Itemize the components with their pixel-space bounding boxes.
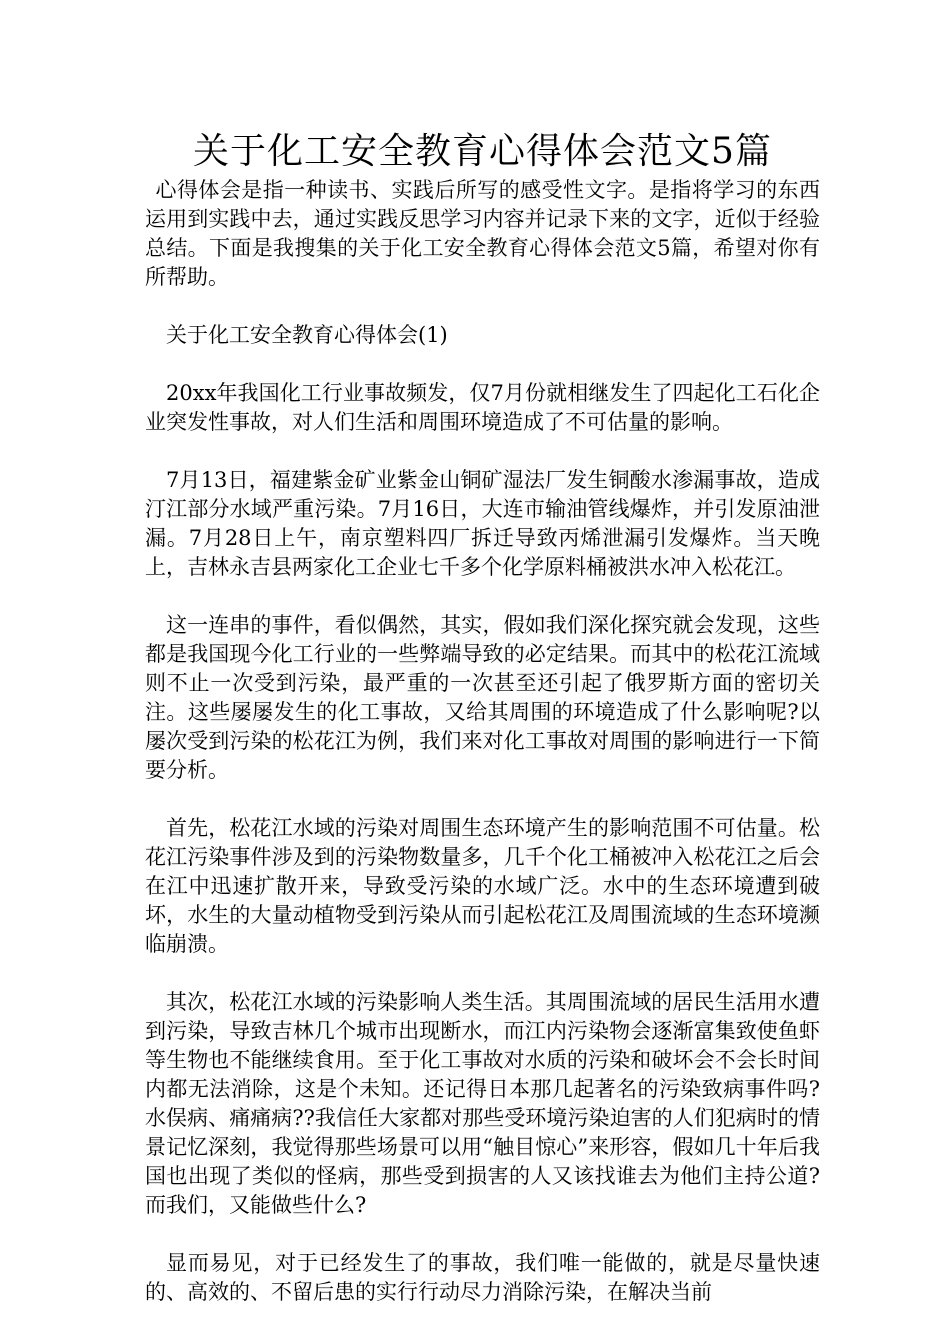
- spacer: [145, 959, 820, 988]
- spacer: [145, 1220, 820, 1249]
- intro-paragraph: 心得体会是指一种读书、实践后所写的感受性文字。是指将学习的东西运用到实践中去，通过实践反思学习内容并记录下来的文字，近似于经验总结。下面是我搜集的关于化工安全教育心得体会范文5篇，希望对你有所帮助。: [145, 178, 820, 289]
- section-heading: 关于化工安全教育心得体会(1): [166, 323, 448, 347]
- body-paragraph-3: 这一连串的事件，看似偶然，其实，假如我们深化探究就会发现，这些都是我国现今化工行业的一些弊端导致的必定结果。而其中的松花江流域则不止一次受到污染，最严重的一次甚至还引起了俄罗斯方面的密切关注。这些屡屡发生的化工事故，又给其周围的环境造成了什么影响呢?以屡次受到污染的松花江为例，我们来对化工事故对周围的影响进行一下简要分析。: [145, 613, 820, 782]
- spacer: [145, 292, 820, 321]
- body-paragraph-5: 其次，松花江水域的污染影响人类生活。其周围流域的居民生活用水遭到污染，导致吉林几个城市出现断水，而江内污染物会逐渐富集致使鱼虾等生物也不能继续食用。至于化工事故对水质的污染和破坏会不会长时间内都无法消除，这是个未知。还记得日本那几起著名的污染致病事件吗?水俣病、痛痛病??我信任大家都对那些受环境污染迫害的人们犯病时的情景记忆深刻，我觉得那些场景可以用“触目惊心”来形容，假如几十年后我国也出现了类似的怪病，那些受到损害的人又该找谁去为他们主持公道?而我们，又能做些什么?: [145, 990, 820, 1217]
- spacer: [145, 350, 820, 379]
- document-page: [145, 128, 820, 1307]
- spacer: [145, 785, 820, 814]
- document-title: 关于化工安全教育心得体会范文5篇: [193, 131, 772, 172]
- body-paragraph-4: 首先，松花江水域的污染对周围生态环境产生的影响范围不可估量。松花江污染事件涉及到的污染物数量多，几千个化工桶被冲入松花江之后会在江中迅速扩散开来，导致受污染的水域广泛。水中的生态环境遭到破坏，水生的大量动植物受到污染从而引起松花江及周围流域的生态环境濒临崩溃。: [145, 816, 820, 956]
- body-paragraph-1: 20xx年我国化工行业事故频发，仅7月份就相继发生了四起化工石化企业突发性事故，对人们生活和周围环境造成了不可估量的影响。: [145, 381, 820, 434]
- body-paragraph-6: 显而易见，对于已经发生了的事故，我们唯一能做的，就是尽量快速的、高效的、不留后患的实行行动尽力消除污染，在解决当前: [145, 1251, 820, 1304]
- body-paragraph-2: 7月13日，福建紫金矿业紫金山铜矿湿法厂发生铜酸水渗漏事故，造成汀江部分水域严重污染。7月16日，大连市输油管线爆炸，并引发原油泄漏。7月28日上午，南京塑料四厂拆迁导致丙烯泄漏引发爆炸。当天晚上，吉林永吉县两家化工企业七千多个化学原料桶被洪水冲入松花江。: [145, 468, 820, 579]
- spacer: [145, 582, 820, 611]
- spacer: [145, 437, 820, 466]
